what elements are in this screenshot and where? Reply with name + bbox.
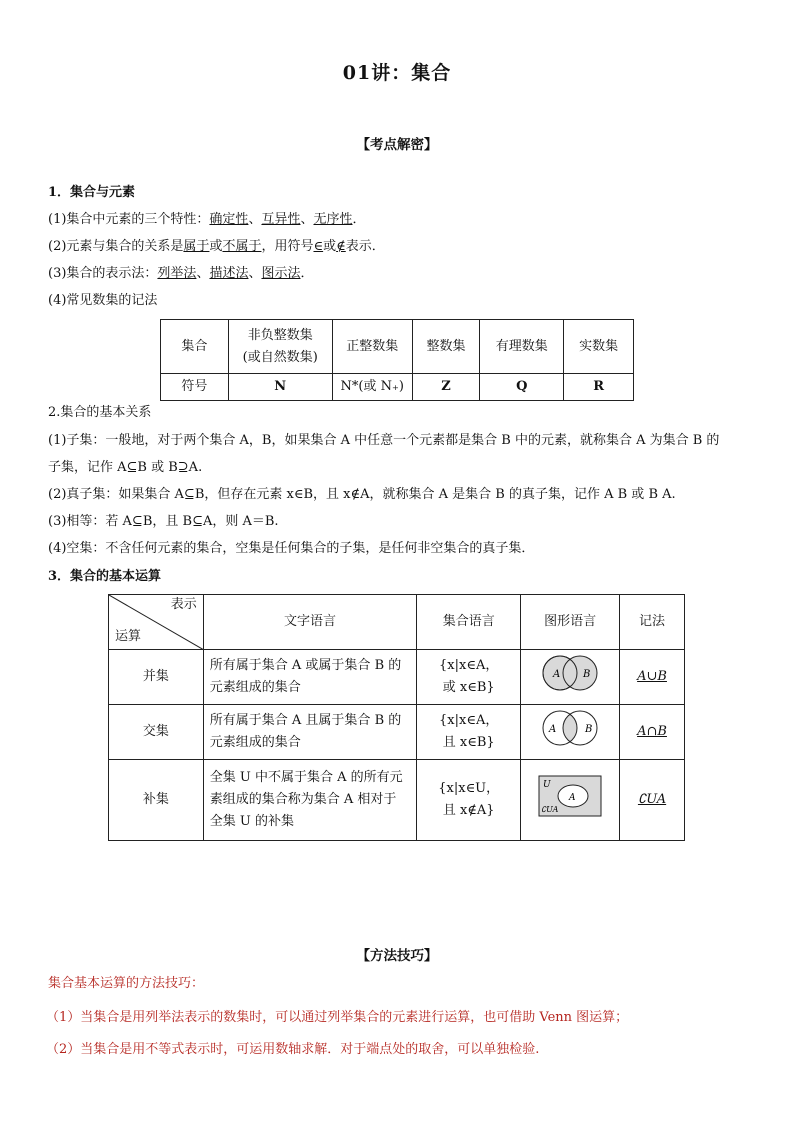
tip-2: （2）当集合是用不等式表示时，可运用数轴求解．对于端点处的取舍，可以单独检验.: [46, 1042, 540, 1057]
intersection-venn-cell: [521, 705, 620, 760]
table-cell: 正整数集: [332, 320, 412, 374]
part2-line1b: 子集，记作 A⊆B 或 B⊇A.: [48, 460, 203, 475]
part1-line1: (1)集合中元素的三个特性：确定性、互异性、无序性．: [48, 212, 366, 227]
table-cell: ∁UA: [620, 760, 685, 841]
table-cell: 集合: [161, 320, 229, 374]
svg-text:A: A: [569, 793, 576, 803]
tip-1: （1）当集合是用列举法表示的数集时，可以通过列举集合的元素进行运算，也可借助 Venn 图运算；: [46, 1010, 629, 1025]
table-row: [161, 374, 634, 401]
part2-heading: 2.集合的基本关系: [48, 405, 152, 420]
table-row: [161, 320, 634, 374]
table-cell: Z: [412, 374, 480, 401]
section-heading-methods: 【方法技巧】: [356, 948, 438, 964]
svg-text:A: A: [549, 724, 557, 735]
table-cell: 所有属于集合 A 或属于集合 B 的 元素组成的集合: [203, 650, 416, 705]
table-cell: {x|x∈A， 或 x∈B}: [417, 650, 521, 705]
table-cell: 所有属于集合 A 且属于集合 B 的 元素组成的集合: [203, 705, 416, 760]
part3-heading: 3．集合的基本运算: [48, 569, 162, 584]
table-cell: 并集: [109, 650, 204, 705]
set-operations-table: [108, 594, 685, 841]
part1-line2: (2)元素与集合的关系是属于或不属于，用符号∈或∉表示．: [48, 239, 385, 254]
table-cell: 有理数集: [480, 320, 564, 374]
table-cell: {x|x∈A， 且 x∈B}: [417, 705, 521, 760]
table-cell: 符号: [161, 374, 229, 401]
part2-line3: (3)相等：若 A⊆B，且 B⊆A，则 A＝B.: [48, 514, 279, 529]
complement-venn-cell: [521, 760, 620, 841]
table-header: 图形语言: [521, 595, 620, 650]
union-venn-diagram: [535, 651, 605, 695]
intersection-venn-diagram: [535, 706, 605, 750]
table-cell: 交集: [109, 705, 204, 760]
part2-line2: (2)真子集：如果集合 A⊆B，但存在元素 x∈B，且 x∉A，就称集合 A 是集合 B 的真子集，记作 A B 或 B A.: [48, 487, 676, 502]
part1-line3: (3)集合的表示法：列举法、描述法、图示法．: [48, 266, 314, 281]
table-cell: Q: [480, 374, 564, 401]
table-cell: A∩B: [620, 705, 685, 760]
table-corner-cell: 表示 运算: [109, 595, 204, 650]
part2-line1a: (1)子集：一般地，对于两个集合 A，B，如果集合 A 中任意一个元素都是集合 B 中的元素，就称集合 A 为集合 B 的: [48, 433, 720, 448]
svg-text:A: A: [553, 669, 561, 680]
part1-heading: 1．集合与元素: [48, 185, 136, 200]
table-cell: 非负整数集 (或自然数集): [228, 320, 332, 374]
svg-text:U: U: [543, 780, 551, 790]
complement-venn-diagram: [537, 774, 603, 818]
table-cell: 补集: [109, 760, 204, 841]
tips-intro: 集合基本运算的方法技巧：: [48, 976, 205, 991]
table-cell: 实数集: [564, 320, 634, 374]
table-cell: 整数集: [412, 320, 480, 374]
svg-text:∁UA: ∁UA: [541, 805, 559, 814]
number-sets-table: [160, 319, 634, 401]
table-cell: N: [228, 374, 332, 401]
table-row: [109, 760, 685, 841]
svg-text:B: B: [583, 669, 591, 680]
table-row: [109, 705, 685, 760]
svg-text:B: B: [585, 724, 593, 735]
table-cell: R: [564, 374, 634, 401]
table-cell: {x|x∈U， 且 x∉A}: [417, 760, 521, 841]
table-row: [109, 650, 685, 705]
union-venn-cell: [521, 650, 620, 705]
table-header: 集合语言: [417, 595, 521, 650]
table-cell: 全集 U 中不属于集合 A 的所有元 素组成的集合称为集合 A 相对于 全集 U 的补集: [203, 760, 416, 841]
table-cell: A∪B: [620, 650, 685, 705]
table-row: [109, 595, 685, 650]
table-header: 文字语言: [203, 595, 416, 650]
page-title: 01讲：集合: [342, 62, 452, 84]
section-heading-key-points: 【考点解密】: [356, 137, 438, 153]
part1-line4: (4)常见数集的记法: [48, 293, 158, 308]
table-cell: N*(或 N₊): [332, 374, 412, 401]
part2-line4: (4)空集：不含任何元素的集合，空集是任何集合的子集，是任何非空集合的真子集．: [48, 541, 535, 556]
table-header: 记法: [620, 595, 685, 650]
